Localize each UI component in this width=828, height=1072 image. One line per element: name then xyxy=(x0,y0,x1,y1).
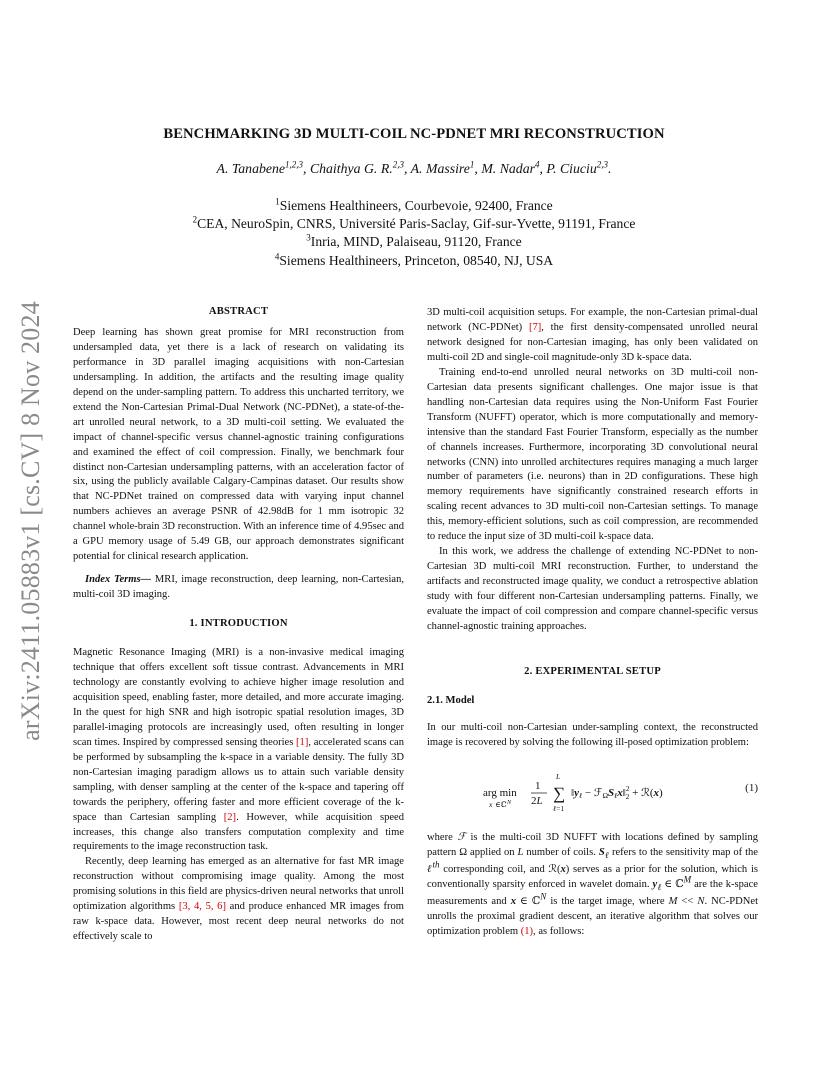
author: A. Massire xyxy=(410,161,470,176)
abstract-heading: ABSTRACT xyxy=(208,306,269,317)
svg-text:L: L xyxy=(556,771,561,781)
setup-paragraph: In our multi-coil non-Cartesian under-sampling context, the reconstructed image is recovered by solving the following ill-posed optimization problem: xyxy=(427,721,758,748)
citation-link[interactable]: [3, 4, 5, 6] xyxy=(178,901,226,913)
citation-link[interactable]: [7] xyxy=(528,321,542,333)
affiliation: $^3$Inria, MIND, Palaiseau, 91120, France xyxy=(306,232,522,250)
svg-text:‖yℓ − ℱΩSℓx‖22 + ℛ(x): ‖yℓ − ℱΩSℓx‖$^2$ 2 + ℛ(x) xyxy=(571,783,663,801)
index-terms: Index Terms— MRI, image reconstruction, deep learning, non-Cartesian, multi-coil 3D imaging. xyxy=(73,574,405,601)
model-subheading: 2.1. Model xyxy=(427,694,475,706)
paper-title: BENCHMARKING 3D MULTI-COIL NC-PDNET MRI RECONSTRUCTION xyxy=(163,126,665,142)
abstract-text: Deep learning has shown great promise for MRI reconstruction from undersampled data, yet there is a lack of research on validating its performance in 3D parallel imaging acquisitions with non-Cartesian undersampling. In addition, the artifacts and the resulting image quality depend on the under-sampling pattern. To address this uncharted territory, we extend the Non-Cartesian Primal-Dual Network (NC-PDNet), a state-of-the-art unrolled neural network, to a 3D multi-coil setting. We evaluated the impact of channel-specific versus channel-agnostic training configurations and examined the effect of coil compression. Finally, we benchmark four distinct non-Cartesian undersampling patterns, with an acceleration factor of six, using the publicly available Calgary-Campinas dataset. Our results show that NC-PDNet trained on compressed data with varying input channel numbers achieves an average PSNR of 42.98dB for 1 mm isotropic 32 channel whole-brain 3D reconstruction. With an inference time of 4.95sec and a GPU memory usage of 5.49 GB, our approach demonstrates significant potential for clinical research application. xyxy=(73,326,404,563)
citation-link[interactable]: [1] xyxy=(296,736,309,748)
svg-text:1: 1 xyxy=(535,779,541,792)
affiliation: $^1$Siemens Healthineers, Courbevoie, 92400, France xyxy=(275,196,553,213)
equation-formula xyxy=(483,765,713,825)
svg-text:∈ℂ: ∈ℂ xyxy=(495,799,507,809)
affiliations xyxy=(60,197,768,270)
author: Chaithya G. R. xyxy=(309,161,393,176)
intro-paragraph: 3D multi-coil acquisition setups. For example, the non-Cartesian primal-dual network (NC-PDNet) [7], the first density-compensated unrolled neural network designed for non-Cartesian imaging, has only been validated on multi-coil 2D and single-coil magnitude-only 3D k-space data. xyxy=(427,307,759,363)
intro-paragraph: In this work, we address the challenge of extending NC-PDNet to non-Cartesian 3D multi-coil MRI reconstruction. Further, to understand the artifacts and reconstructed image quality, we conduct a retrospective ablation study with four different non-Cartesian undersampling patterns. Finally, we evaluate the impact of coil compression and compare channel-specific versus channel-agnostic training approaches. xyxy=(427,546,758,633)
arxiv-identifier: arXiv:2411.05883v1 [cs.CV] 8 Nov 2024 xyxy=(16,301,45,741)
author: M. Nadar xyxy=(481,161,535,176)
intro-paragraph: Recently, deep learning has emerged as an alternative for fast MR image reconstruction without compromising image quality. Among the most promising solutions in this field are physics-driven neural networks that unroll optimization algorithms [3, 4, 5, 6] and produce enhanced MR images from raw k-space data. However, most recent deep neural networks do not effectively scale to xyxy=(73,856,405,943)
svg-text:ℓ=1: ℓ=1 xyxy=(553,803,565,813)
affiliation: $^4$Siemens Healthineers, Princeton, 08540, NJ, USA xyxy=(274,251,554,268)
intro-paragraph: Magnetic Resonance Imaging (MRI) is a non-invasive medical imaging technique that offers excellent soft tissue contrast. Advancements in MRI technology are constantly evolving to achieve higher image resolution and acquisition speed, enabling faster, more detailed, and more accurate imaging. In the quest for high SNR and high isotropic spatial resolution images, 3D parallel-imaging protocols are increasingly used, often resulting in longer scan times. Inspired by compressed sensing theories [1], accelerated scans can be performed by subsampling the k-space in a variable density. The fully 3D non-Cartesian imaging paradigm allows us to attain such variable density sampling, with denser sampling at the center of the k-space and tapering off towards the periphery, offering faster and more efficient coverage of the k-space than Cartesian sampling [2]. However, while acquisition speed increases, this change also transfers computation complexity and time requirements to the image reconstruction task. xyxy=(73,647,404,853)
intro-paragraph: Training end-to-end unrolled neural networks on 3D multi-coil non-Cartesian data presents significant challenges. One major issue is that handling non-Cartesian data requires using the Non-Uniform Fast Fourier Transform (NUFFT) operator, which is more computationally and memory-intensive than the standard Fast Fourier Transform, especially as the number of channels increases. Furthermore, incorporating 3D convolutional neural networks (CNN) into unrolled architectures requires managing a much larger number of parameters (i.e. neurons) than in 2D configurations. These high memory requirements have significantly constrained research efforts in scaling recent advances to 3D multi-coil non-Cartesian settings. To manage this, memory-efficient solutions, such as coil compression, are recommended to reduce the input size of 3D multi-coil k-space data. xyxy=(427,366,758,543)
svg-text:x: x xyxy=(489,799,493,809)
author-list: A. Tanabene$^{1,2,3}$, Chaithya G. R.$^{2,3}$, A. Massire$^1$, M. Nadar$^4$, P. Ciuciu$^{2,3}$. xyxy=(216,159,612,176)
equation-number: (1) xyxy=(745,781,758,794)
affiliation: $^2$CEA, NeuroSpin, CNRS, Université Paris-Saclay, Gif-sur-Yvette, 91191, France xyxy=(192,214,636,232)
author: A. Tanabene xyxy=(216,161,286,176)
svg-text:arg min: arg min xyxy=(483,786,517,799)
right-column xyxy=(427,306,758,940)
left-column xyxy=(73,305,404,945)
svg-text:∑: ∑ xyxy=(553,783,566,803)
svg-text:N: N xyxy=(507,799,512,806)
setup-heading: 2. EXPERIMENTAL SETUP xyxy=(524,665,661,677)
intro-heading: 1. INTRODUCTION xyxy=(189,618,288,630)
equation-1 xyxy=(427,761,758,825)
svg-text:2L: 2L xyxy=(531,794,543,807)
citation-link[interactable]: [2] xyxy=(223,811,237,823)
author: P. Ciuciu xyxy=(546,161,597,176)
setup-paragraph: where ℱ is the multi-coil 3D NUFFT with locations defined by sampling pattern Ω applied on L number of coils. $S_\ell$ refers to the sensitivity map of the ℓ$^{th}$ corresponding coil, and ℛ(x) serves as a prior for the solution, which is conventionally sparsity enforced in wavelet domain. $y_\ell$ ∈ ℂ$^M$ are the k-space measurements and x ∈ ℂ$^N$ is the target image, where M << N. NC-PDNet unrolls the proximal gradient descent, an iterative algorithm that solves our optimization problem (1), as follows: xyxy=(427,831,759,937)
